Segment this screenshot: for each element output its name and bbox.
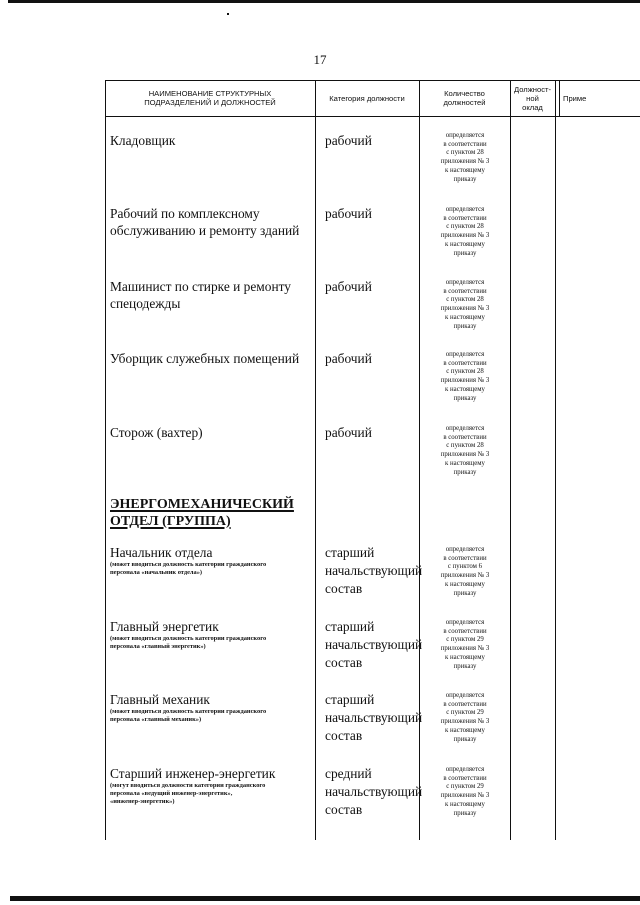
header-bottom-border <box>105 116 640 117</box>
position-title: Главный энергетик <box>110 619 219 634</box>
position-category: старший начальствующий состав <box>325 619 423 670</box>
column-divider-salary-note <box>555 80 556 840</box>
position-quantity: определяется в соответствии с пунктом 29 приложения № 3 к настоящему приказу <box>440 619 490 670</box>
section-heading: ЭНЕРГОМЕХАНИЧЕСКИЙ ОТДЕЛ (ГРУППА) <box>110 497 294 529</box>
position-quantity: определяется в соответствии с пунктом 28 приложения № 3 к настоящему приказу <box>440 279 490 330</box>
position-quantity: определяется в соответствии с пунктом 29 приложения № 3 к настоящему приказу <box>440 692 490 743</box>
column-divider-name-category <box>315 80 316 840</box>
position-quantity: определяется в соответствии с пунктом 28 приложения № 3 к настоящему приказу <box>440 425 490 476</box>
header-name: НАИМЕНОВАНИЕ СТРУКТУРНЫХ ПОДРАЗДЕЛЕНИЙ И ДОЛЖНОСТЕЙ <box>144 89 276 107</box>
position-category: средний начальствующий состав <box>325 766 423 817</box>
position-category: рабочий <box>325 133 372 148</box>
header-quantity: Количество должностей <box>443 89 486 107</box>
header-note: Приме <box>563 93 587 103</box>
position-category: рабочий <box>325 279 372 294</box>
scan-speck <box>227 13 229 15</box>
position-category: старший начальствующий состав <box>325 545 423 596</box>
position-note: (может вводиться должность категории гражданского персонала «начальник отдела») <box>110 561 267 576</box>
position-title: Сторож (вахтер) <box>110 425 203 440</box>
position-quantity: определяется в соответствии с пунктом 28 приложения № 3 к настоящему приказу <box>440 206 490 257</box>
header-salary: Должност- ной оклад <box>513 84 552 112</box>
column-divider-salary-note-double <box>559 80 560 116</box>
position-note: (может вводиться должность категории гражданского персонала «главный механик») <box>110 708 267 723</box>
position-category: рабочий <box>325 351 372 366</box>
position-title: Кладовщик <box>110 133 176 148</box>
column-divider-left <box>105 80 106 840</box>
position-title: Начальник отдела <box>110 545 213 560</box>
staffing-table <box>105 80 640 840</box>
header-category: Категория должности <box>329 93 405 103</box>
position-title: Машинист по стирке и ремонту спецодежды <box>110 279 291 311</box>
position-title: Главный механик <box>110 692 210 707</box>
position-title: Рабочий по комплексному обслуживанию и ремонту зданий <box>110 206 300 238</box>
position-quantity: определяется в соответствии с пунктом 28 приложения № 3 к настоящему приказу <box>440 351 490 402</box>
scan-bottom-edge <box>10 896 640 901</box>
position-title: Уборщик служебных помещений <box>110 351 300 366</box>
page-number: 17 <box>313 52 327 67</box>
position-quantity: определяется в соответствии с пунктом 6 приложения № 3 к настоящему приказу <box>440 546 490 597</box>
position-category: рабочий <box>325 425 372 440</box>
position-title: Старший инженер-энергетик <box>110 766 276 781</box>
position-category: старший начальствующий состав <box>325 692 423 743</box>
position-note: (могут вводиться должности категории гражданского персонала «ведущий инженер-энергетик», «инженер-энергетик») <box>110 782 266 805</box>
position-category: рабочий <box>325 206 372 221</box>
position-quantity: определяется в соответствии с пунктом 28 приложения № 3 к настоящему приказу <box>440 132 490 183</box>
column-divider-quantity-salary <box>510 80 511 840</box>
position-quantity: определяется в соответствии с пунктом 29 приложения № 3 к настоящему приказу <box>440 766 490 817</box>
scan-top-edge <box>8 0 640 3</box>
position-note: (может вводиться должность категории гражданского персонала «главный энергетик») <box>110 635 267 650</box>
